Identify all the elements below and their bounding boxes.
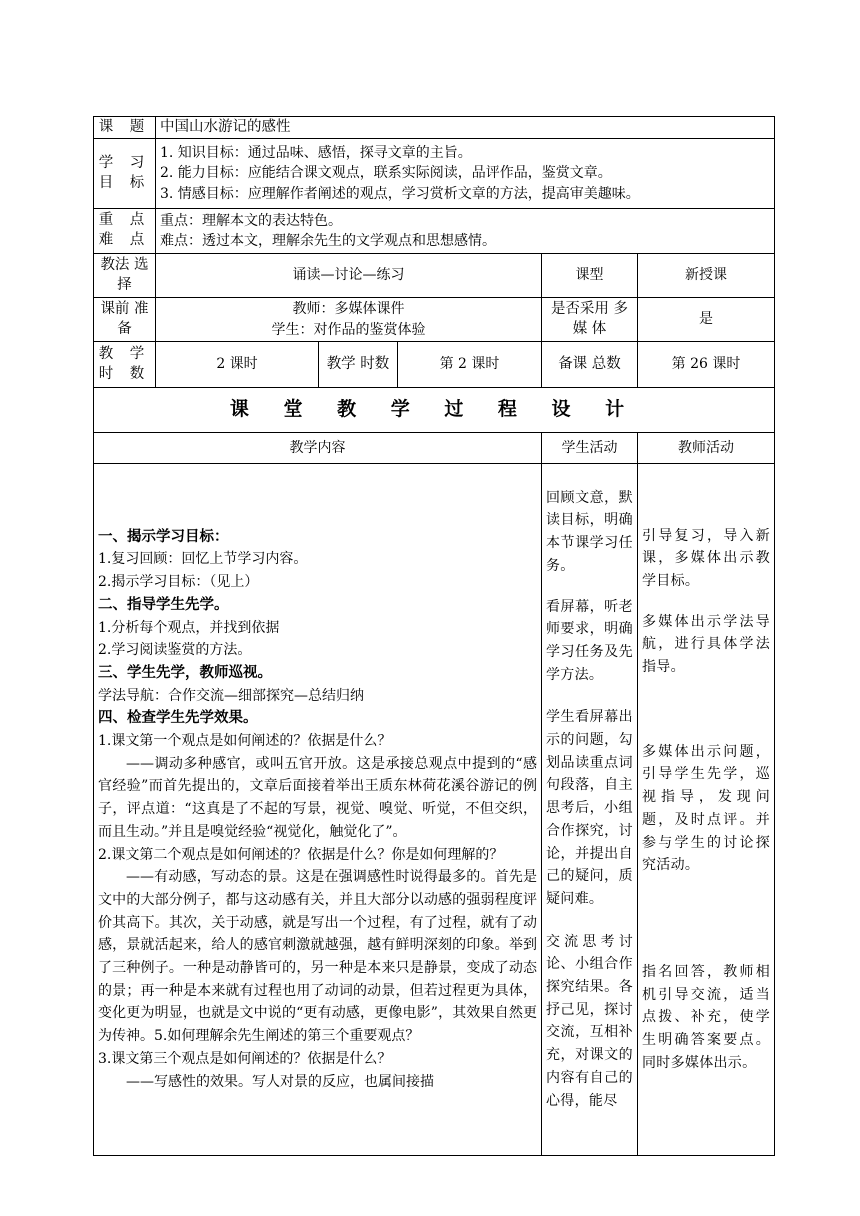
teacher-activity: 指名回答，教师相机引导交流，适当点拨、补充，使学生明确答案要点。同时多媒体出示。 [642, 963, 771, 1071]
section-heading: 二、指导学生先学。 [98, 596, 229, 613]
col-student-header: 学生活动 [542, 433, 638, 464]
process-body-row [94, 464, 775, 1156]
goal-ability: 2. 能力目标：应能结合课文观点，联系实际阅读，品评作品，鉴赏文章。 [160, 165, 612, 182]
question: 2.课文第二个观点是如何阐述的？依据是什么？你是如何理解的？ [98, 846, 504, 863]
topic-row [94, 117, 775, 139]
student-activity: 看屏幕，听老师要求，明确学习任务及先学方法。 [546, 598, 633, 683]
key-points-list [156, 209, 775, 254]
teaching-content [94, 464, 542, 1156]
prep-student: 学生：对作品的鉴赏体验 [271, 321, 426, 338]
content-line: 1.分析每个观点，并找到依据 [98, 619, 280, 636]
question: 3.课文第三个观点是如何阐述的？依据是什么？ [98, 1050, 392, 1067]
method-row [94, 254, 775, 298]
hours-row [94, 342, 775, 388]
prep-content [156, 298, 542, 342]
process-heading: 课 堂 教 学 过 程 设 计 [94, 388, 775, 433]
content-line: 1.复习回顾：回忆上节学习内容。 [98, 551, 308, 568]
difficult-point: 难点：透过本文，理解余先生的文学观点和思想感情。 [160, 233, 496, 250]
goals-label: 学 习 目 标 [94, 139, 156, 209]
multimedia-label: 是否采用 多媒 体 [542, 298, 638, 342]
section-heading: 三、学生先学，教师巡视。 [98, 664, 272, 681]
total-value: 第 26 课时 [638, 342, 775, 388]
teacher-activity: 多媒体出示问题，引导学生先学，巡视指导，发现问题，及时点评。并参与学生的讨论探究活动。 [642, 743, 771, 874]
content-line: 2.学习阅读鉴赏的方法。 [98, 642, 252, 659]
student-activity: 学生看屏幕出示的问题，勾划品读重点词句段落，自主思考后，小组合作探究，讨论，并提出自己的疑问，质疑问难。 [546, 709, 633, 907]
key-points-row [94, 209, 775, 254]
goal-emotion: 3. 情感目标：应理解作者阐述的观点，学习赏析文章的方法，提高审美趣味。 [160, 185, 640, 202]
lesson-title: 中国山水游记的感性 [156, 117, 775, 139]
answer-paragraph: ——写感性的效果。写人对景的反应，也属间接描 [126, 1073, 434, 1090]
content-line: 2.揭示学习目标：（见上） [98, 574, 259, 591]
column-header-row [94, 433, 775, 464]
content-line: 学法导航：合作交流—细部探究—总结归纳 [98, 687, 364, 704]
question: 1.课文第一个观点是如何阐述的？依据是什么？ [98, 733, 392, 750]
student-activities [542, 464, 638, 1156]
method-label: 教法 选择 [94, 254, 156, 298]
topic-label: 课 题 [94, 117, 156, 139]
col-teacher-header: 教师活动 [638, 433, 775, 464]
teacher-activity: 引导复习，导入新课，多媒体出示教学目标。 [642, 527, 771, 589]
hours-label: 教 学 时 数 [94, 342, 156, 388]
col-content-header: 教学内容 [94, 433, 542, 464]
goals-list [156, 139, 775, 209]
lesson-type-value: 新授课 [638, 254, 775, 298]
process-heading-row [94, 388, 775, 433]
prep-label: 课前 准备 [94, 298, 156, 342]
lesson-type-label: 课型 [542, 254, 638, 298]
total-label: 备课 总数 [542, 342, 638, 388]
answer-paragraph: ——有动感，写动态的景。这是在强调感性时说得最多的。首先是文中的大部分例子，都与这动感有关，并且大部分以动感的强弱程度评价其高下。其次，关于动感，就是写出一个过程，有了过程，就有了动感，景就活起来，给人的感官刺激就越强，越有鲜明深刻的印象。举到了三种例子。一种是动静皆可的，另一种是本来只是静景，变成了动态的景；再一种是本来就有过程也用了动词的动景，但若过程更为具体，变化更为明显，也就是文中说的“更有动感，更像电影”，其效果自然更为传神。5.如何理解余先生阐述的第三个重要观点？ [98, 869, 537, 1045]
student-activity: 交流思考讨论、小组合作探究结果。各抒己见，探讨交流，互相补充，对课文的内容有自己的心得，能尽 [546, 933, 633, 1109]
multimedia-value: 是 [638, 298, 775, 342]
hours-value: 2 课时 [156, 342, 319, 388]
lesson-plan-table [93, 116, 775, 1156]
goals-row [94, 139, 775, 209]
section-heading: 四、检查学生先学效果。 [98, 710, 258, 727]
teacher-activities [638, 464, 775, 1156]
method-value: 诵读—讨论—练习 [156, 254, 542, 298]
goal-knowledge: 1. 知识目标：通过品味、感悟，探寻文章的主旨。 [160, 145, 472, 162]
key-points-label: 重 点 难 点 [94, 209, 156, 254]
prep-teacher: 教师：多媒体课件 [292, 301, 405, 318]
section-heading: 一、揭示学习目标： [98, 528, 229, 545]
answer-paragraph: ——调动多种感官，或叫五官开放。这是承接总观点中提到的“感官经验”而首先提出的，文章后面接着举出王质东林荷花溪谷游记的例子，评点道：“这真是了不起的写景，视觉、嗅觉、听觉，不但交织，而且生动。”并且是嗅觉经验“视觉化，触觉化了”。 [98, 755, 537, 840]
prep-row [94, 298, 775, 342]
session-label: 教学 时数 [319, 342, 398, 388]
teacher-activity: 多媒体出示学法导航，进行具体学法指导。 [642, 613, 771, 676]
session-value: 第 2 课时 [398, 342, 542, 388]
student-activity: 回顾文意，默读目标，明确本节课学习任务。 [546, 489, 633, 574]
key-point: 重点：理解本文的表达特色。 [160, 212, 342, 229]
